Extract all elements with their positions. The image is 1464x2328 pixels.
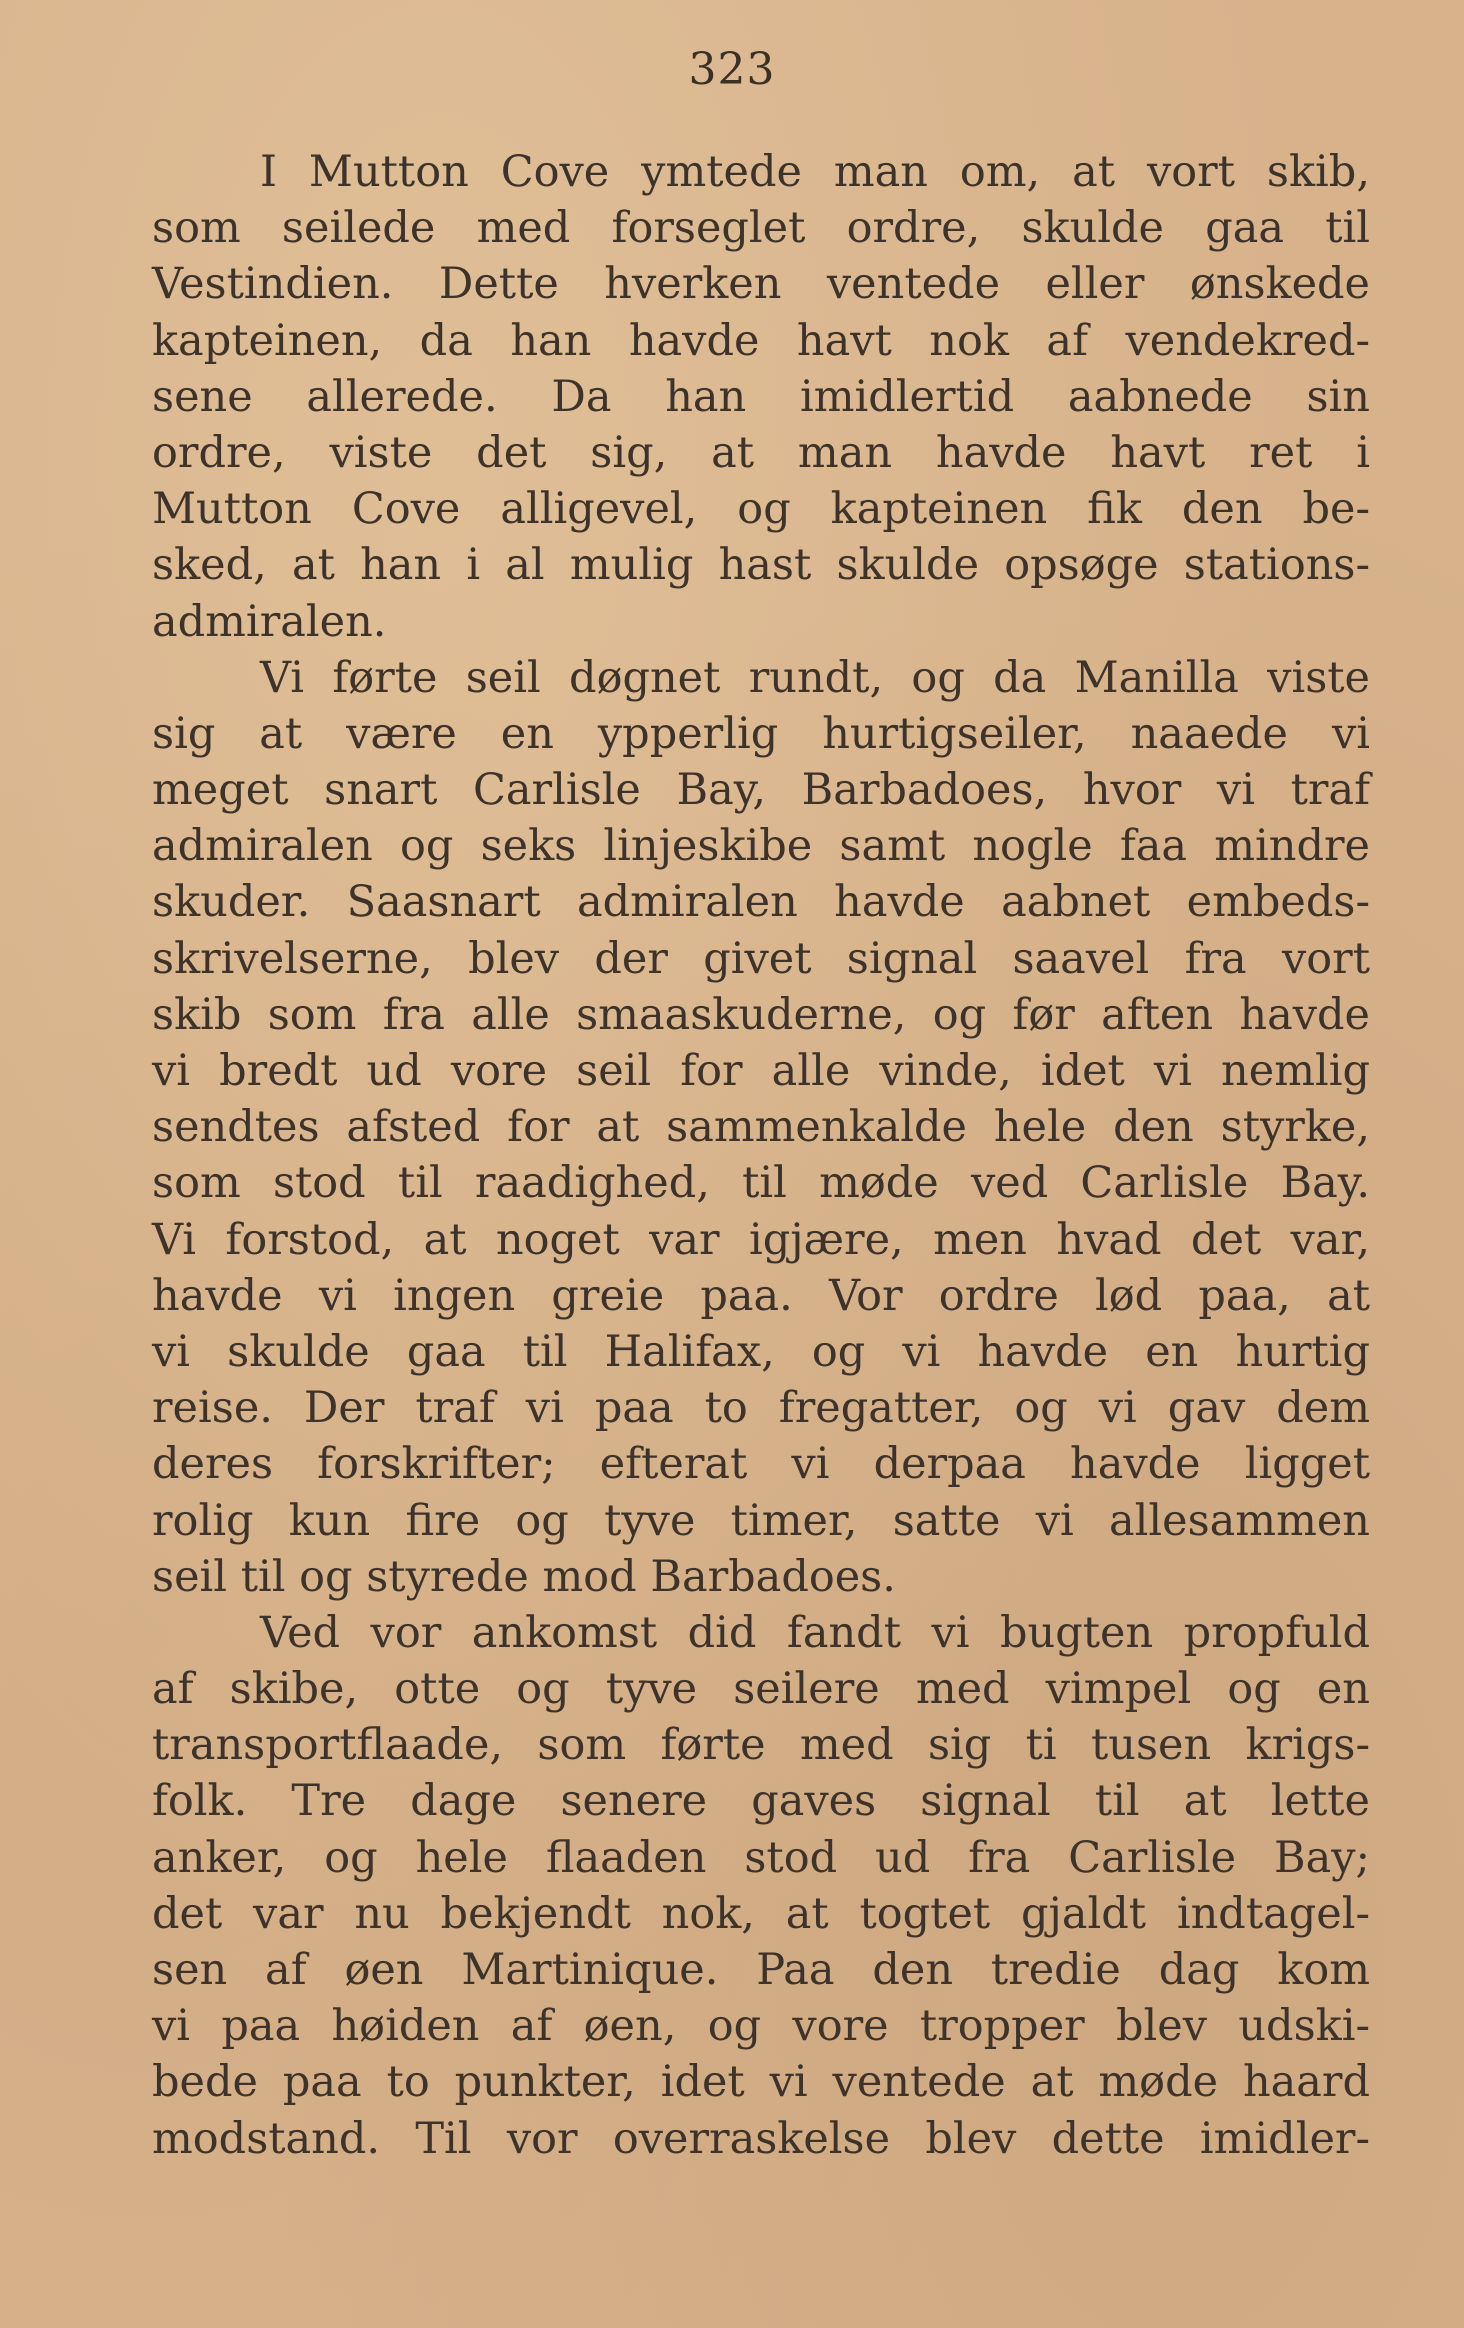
text-line: sked, at han i al mulig hast skulde opsøge stations- xyxy=(152,540,1370,591)
text-line: skrivelserne, blev der givet signal saavel fra vort xyxy=(152,933,1370,984)
page-number: 323 xyxy=(688,44,776,95)
text-line: I Mutton Cove ymtede man om, at vort skib, xyxy=(260,147,1370,197)
text-line: sen af øen Martinique. Paa den tredie dag kom xyxy=(152,1945,1370,1995)
text-line: reise. Der traf vi paa to fregatter, og vi gav dem xyxy=(152,1383,1370,1434)
text-line: sene allerede. Da han imidlertid aabnede sin xyxy=(152,371,1370,422)
text-line: af skibe, otte og tyve seilere med vimpel og en xyxy=(152,1664,1370,1715)
text-line: Vi førte seil døgnet rundt, og da Manilla viste xyxy=(260,652,1370,703)
text-line: sendtes afsted for at sammenkalde hele den styrke, xyxy=(152,1102,1370,1153)
text-line: sig at være en ypperlig hurtigseiler, naaede vi xyxy=(152,708,1370,759)
text-line: meget snart Carlisle Bay, Barbadoes, hvor vi traf xyxy=(152,765,1370,816)
text-line: ordre, viste det sig, at man havde havt ret i xyxy=(152,427,1370,478)
text-line: som seilede med forseglet ordre, skulde gaa til xyxy=(152,203,1370,254)
text-line: som stod til raadighed, til møde ved Carlisle Bay. xyxy=(152,1158,1370,1209)
text-line: seil til og styrede mod Barbadoes. xyxy=(152,1551,896,1602)
text-line: admiralen. xyxy=(152,596,387,647)
text-line: skib som fra alle smaaskuderne, og før aften havde xyxy=(152,989,1370,1040)
text-line: Vi forstod, at noget var igjære, men hvad det var, xyxy=(152,1214,1370,1265)
text-line: vi skulde gaa til Halifax, og vi havde en hurtig xyxy=(152,1326,1370,1377)
text-line: Ved vor ankomst did fandt vi bugten propfuld xyxy=(260,1607,1370,1658)
text-line: admiralen og seks linjeskibe samt nogle faa mindre xyxy=(152,821,1370,872)
body-text xyxy=(152,144,1370,2167)
text-line: deres forskrifter; efterat vi derpaa havde ligget xyxy=(152,1439,1370,1490)
text-line: folk. Tre dage senere gaves signal til at lette xyxy=(152,1776,1370,1827)
text-line: skuder. Saasnart admiralen havde aabnet embeds- xyxy=(152,877,1370,928)
text-line: bede paa to punkter, idet vi ventede at møde haard xyxy=(152,2057,1370,2108)
text-line: Mutton Cove alligevel, og kapteinen fik den be- xyxy=(152,484,1370,535)
text-line: Vestindien. Dette hverken ventede eller ønskede xyxy=(152,259,1370,310)
text-line: anker, og hele flaaden stod ud fra Carlisle Bay; xyxy=(152,1832,1370,1883)
text-line: kapteinen, da han havde havt nok af vendekred- xyxy=(152,315,1370,366)
text-line: modstand. Til vor overraskelse blev dette imidler- xyxy=(152,2113,1370,2164)
text-line: det var nu bekjendt nok, at togtet gjaldt indtagel- xyxy=(152,1888,1370,1939)
text-line: havde vi ingen greie paa. Vor ordre lød paa, at xyxy=(152,1270,1370,1321)
text-line: transportflaade, som førte med sig ti tusen krigs- xyxy=(152,1720,1370,1771)
text-line: rolig kun fire og tyve timer, satte vi allesammen xyxy=(152,1495,1370,1546)
text-line: vi paa høiden af øen, og vore tropper blev udski- xyxy=(152,2001,1370,2052)
text-line: vi bredt ud vore seil for alle vinde, idet vi nemlig xyxy=(152,1046,1370,1096)
